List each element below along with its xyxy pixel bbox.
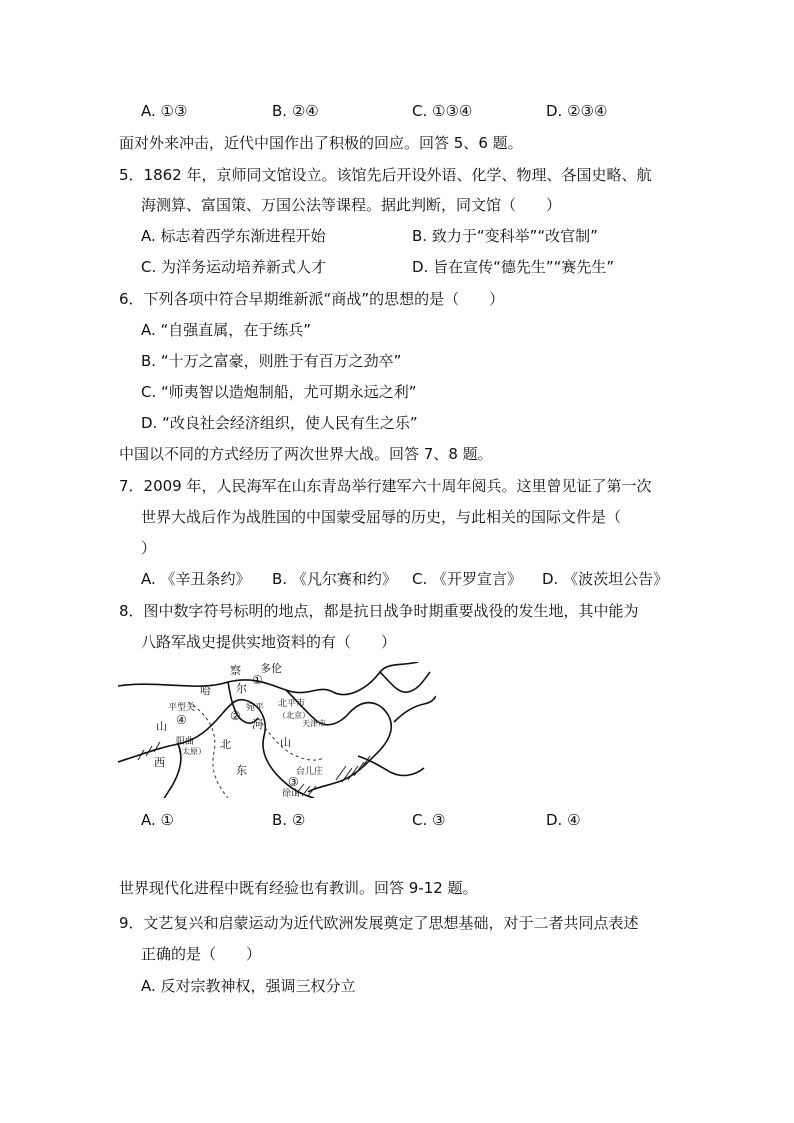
q6-option-a: A. “自强直属，在于练兵”	[141, 321, 312, 339]
q5-option-c: C. 为洋务运动培养新式人才	[141, 258, 327, 276]
map-label-ha: 哈	[200, 684, 211, 697]
q5-option-a: A. 标志着西学东渐进程开始	[141, 227, 326, 245]
intro-questions-5-6: 面对外来冲击，近代中国作出了积极的回应。回答 5、6 题。	[119, 134, 523, 152]
q5-stem-line2: 海测算、富国策、万国公法等课程。据此判断，同文馆（ ）	[141, 196, 562, 214]
q6-stem: 6．下列各项中符合早期维新派“商战”的思想的是（ ）	[119, 290, 505, 308]
q9-stem-line2: 正确的是（ ）	[141, 945, 262, 963]
map-label-shan-1: 山	[156, 720, 167, 733]
map-label-beijing-paren: （北京）	[278, 711, 310, 720]
q7-option-b: B. 《凡尔赛和约》	[272, 570, 397, 588]
map-label-beiping: 北平市	[278, 699, 306, 709]
map-label-taiyuan-paren: （太原）	[174, 747, 206, 756]
q4-option-c: C. ①③④	[412, 102, 473, 120]
q6-option-c: C. “师夷智以造炮制船，尤可期永远之利”	[141, 383, 417, 401]
map-label-er: 尔	[236, 682, 247, 695]
map-label-tianjin: 天津市	[302, 719, 326, 728]
q8-option-c: C. ③	[412, 811, 446, 829]
intro-questions-7-8: 中国以不同的方式经历了两次世界大战。回答 7、8 题。	[119, 445, 493, 463]
map-label-taierzhuang: 台儿庄	[296, 767, 324, 777]
map-label-wanping: 宛平	[246, 703, 265, 713]
map-label-yangqu: 阳曲	[176, 737, 195, 747]
q6-option-d: D. “改良社会经济组织，使人民有生之乐”	[141, 414, 418, 432]
q6-option-b: B. “十万之富豪，则胜于有百万之劲卒”	[141, 352, 402, 370]
q5-option-b: B. 致力于“变科举”“改官制”	[412, 227, 598, 245]
map-label-xushan: 徐山	[282, 789, 301, 798]
map-marker-4: ④	[176, 713, 187, 727]
map-coast-north	[380, 672, 430, 692]
map-label-pingxingguan: 平型关	[168, 703, 196, 713]
map-label-he: 河	[252, 718, 263, 731]
q7-stem-line2: 世界大战后作为战胜国的中国蒙受屈辱的历史，与此相关的国际文件是（	[141, 508, 622, 526]
q8-option-d: D. ④	[546, 811, 581, 829]
map-label-xi: 西	[154, 756, 165, 769]
map-label-cha: 察	[230, 664, 241, 677]
map-label-dong: 东	[236, 764, 247, 777]
q4-option-b: B. ②④	[272, 102, 319, 120]
intro-questions-9-12: 世界现代化进程中既有经验也有教训。回答 9-12 题。	[119, 879, 478, 897]
map-border-line	[394, 696, 436, 722]
q8-option-a: A. ①	[141, 811, 174, 829]
map-label-bei: 北	[220, 738, 231, 751]
map-label-duolun: 多伦	[260, 662, 282, 675]
map-marker-1: ①	[252, 673, 263, 687]
q5-stem-line1: 5．1862 年，京师同文馆设立。该馆先后开设外语、化学、物理、各国史略、航	[119, 166, 652, 184]
q8-stem-line2: 八路军战史提供实地资料的有（ ）	[141, 633, 397, 651]
q7-option-c: C. 《开罗宣言》	[412, 570, 523, 588]
q4-option-a: A. ①③	[141, 102, 188, 120]
q9-stem-line1: 9．文艺复兴和启蒙运动为近代欧洲发展奠定了思想基础，对于二者共同点表述	[119, 914, 639, 932]
q8-stem-line1: 8．图中数字符号标明的地点，都是抗日战争时期重要战役的发生地，其中能为	[119, 602, 639, 620]
q7-option-a: A. 《辛丑条约》	[141, 570, 251, 588]
q4-option-d: D. ②③④	[546, 102, 608, 120]
q7-stem-line1: 7．2009 年，人民海军在山东青岛举行建军六十周年阅兵。这里曾见证了第一次	[119, 477, 652, 495]
q7-option-d: D. 《波茨坦公告》	[542, 570, 669, 588]
map-label-shan-2: 山	[280, 736, 291, 749]
q5-option-d: D. 旨在宣传“德先生”“赛先生”	[412, 258, 615, 276]
q7-stem-line3: ）	[141, 539, 157, 557]
q8-option-b: B. ②	[272, 811, 306, 829]
q9-option-a: A. 反对宗教神权，强调三权分立	[141, 977, 356, 995]
map-marker-3: ③	[288, 775, 299, 789]
battle-map	[118, 662, 436, 798]
map-marker-2: ②	[230, 709, 241, 723]
